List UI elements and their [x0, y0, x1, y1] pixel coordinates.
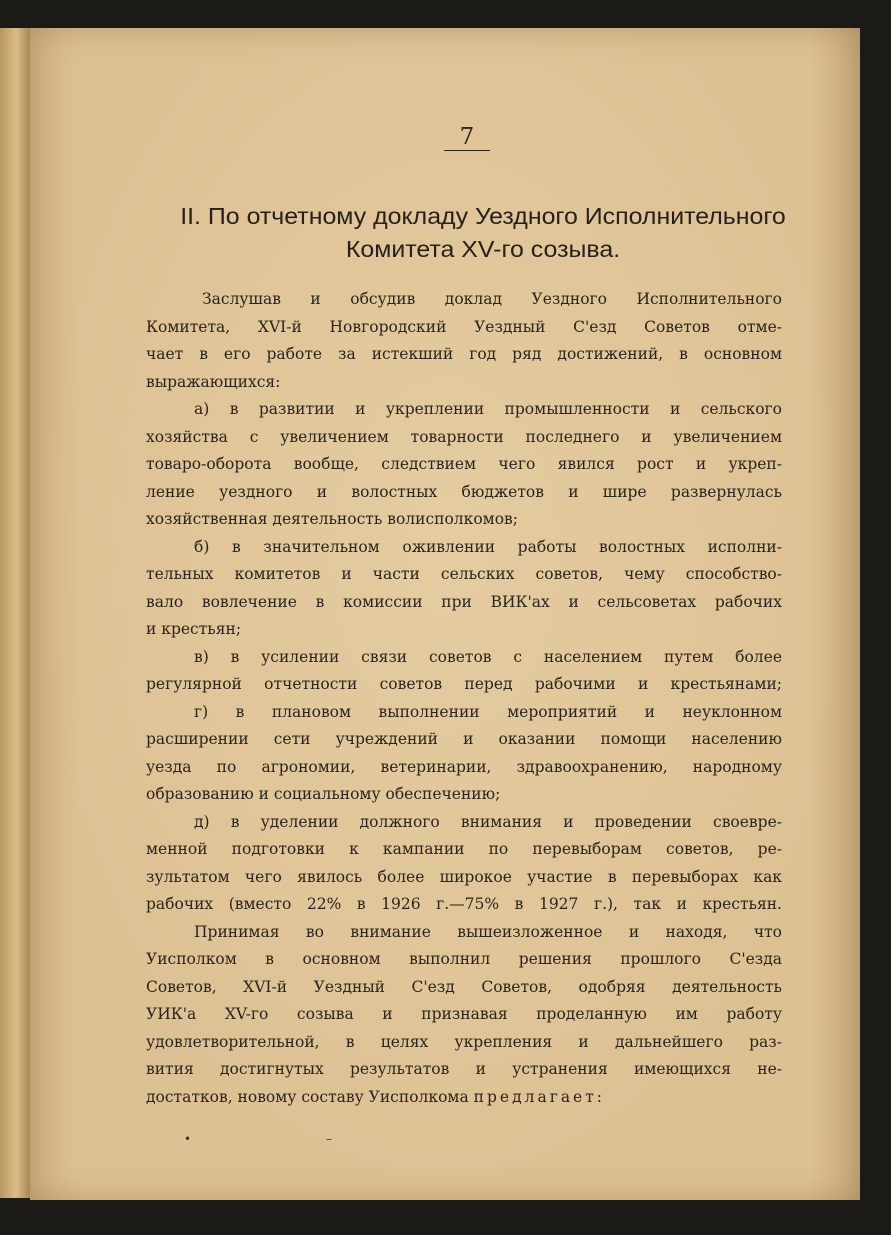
text-line: образованию и социальному обеспечению;	[146, 785, 501, 803]
text-line: товаро-оборота вообще, следствием чего явился рост и укреп-	[146, 455, 782, 473]
text-line: менной подготовки к кампании по перевыборам советов, ре-	[146, 840, 782, 858]
text-line: Комитета, XVI-й Новгородский Уездный С'езд Советов отме-	[146, 317, 782, 336]
text-line-final	[146, 1084, 782, 1112]
text-line: Принимая во внимание вышеизложенное и находя, что	[194, 922, 782, 941]
text-line: УИК'а XV-го созыва и признавая проделанную им работу	[146, 1005, 782, 1023]
heading-line-2: Комитета XV-го созыва.	[345, 236, 621, 262]
document-page	[30, 28, 860, 1200]
text-line: тельных комитетов и части сельских советов, чему способство-	[146, 565, 782, 583]
text-line: и крестьян;	[146, 620, 242, 638]
text-line: хозяйства с увеличением товарности последнего и увеличением	[146, 427, 782, 446]
text-line: г) в плановом выполнении мероприятий и неуклонном	[194, 702, 782, 721]
text-line: Заслушав и обсудив доклад Уездного Исполнительного	[202, 290, 782, 308]
final-line-text: достатков, новому составу Уисполкома	[146, 1087, 469, 1106]
page-number: 7	[444, 124, 490, 151]
text-line: Советов, XVI-й Уездный С'езд Советов, одобряя деятельность	[146, 977, 782, 996]
body-text	[146, 286, 782, 1111]
text-line: в) в усилении связи советов с населением путем более	[194, 647, 782, 666]
section-heading	[117, 200, 848, 266]
text-line: б) в значительном оживлении работы волостных исполни-	[194, 537, 782, 556]
text-line: выражающихся:	[146, 372, 281, 391]
previous-page-edge	[0, 28, 32, 1198]
text-line: рабочих (вместо 22% в 1926 г.—75% в 1927 г.), так и крестьян.	[146, 895, 782, 913]
text-line: хозяйственная деятельность волисполкомов;	[146, 510, 518, 528]
text-line: ление уездного и волостных бюджетов и шире развернулась	[146, 482, 782, 501]
text-line: Уисполком в основном выполнил решения прошлого С'езда	[146, 950, 782, 968]
text-line: зультатом чего явилось более широкое участие в перевыборах как	[146, 867, 782, 886]
text-line: уезда по агрономии, ветеринарии, здравоохранению, народному	[146, 757, 782, 776]
text-line: регулярной отчетности советов перед рабочими и крестьянами;	[146, 675, 782, 693]
text-line: д) в уделении должного внимания и проведении своевре-	[194, 812, 782, 831]
ink-speck: –	[326, 1132, 332, 1146]
text-line: чает в его работе за истекший год ряд достижений, в основном	[146, 345, 782, 363]
heading-line-1: II. По отчетному докладу Уездного Исполнительного	[180, 203, 786, 229]
text-line: удовлетворительной, в целях укрепления и дальнейшего раз-	[146, 1032, 782, 1051]
ink-speck: •	[184, 1132, 192, 1146]
text-line: вало вовлечение в комиссии при ВИК'ах и сельсоветах рабочих	[146, 592, 782, 611]
text-line: расширении сети учреждений и оказании помощи населению	[146, 730, 782, 748]
text-line: а) в развитии и укреплении промышленности и сельского	[194, 400, 782, 418]
text-line: вития достигнутых результатов и устранения имеющихся не-	[146, 1060, 782, 1078]
emphasized-word: предлагает:	[473, 1087, 606, 1106]
